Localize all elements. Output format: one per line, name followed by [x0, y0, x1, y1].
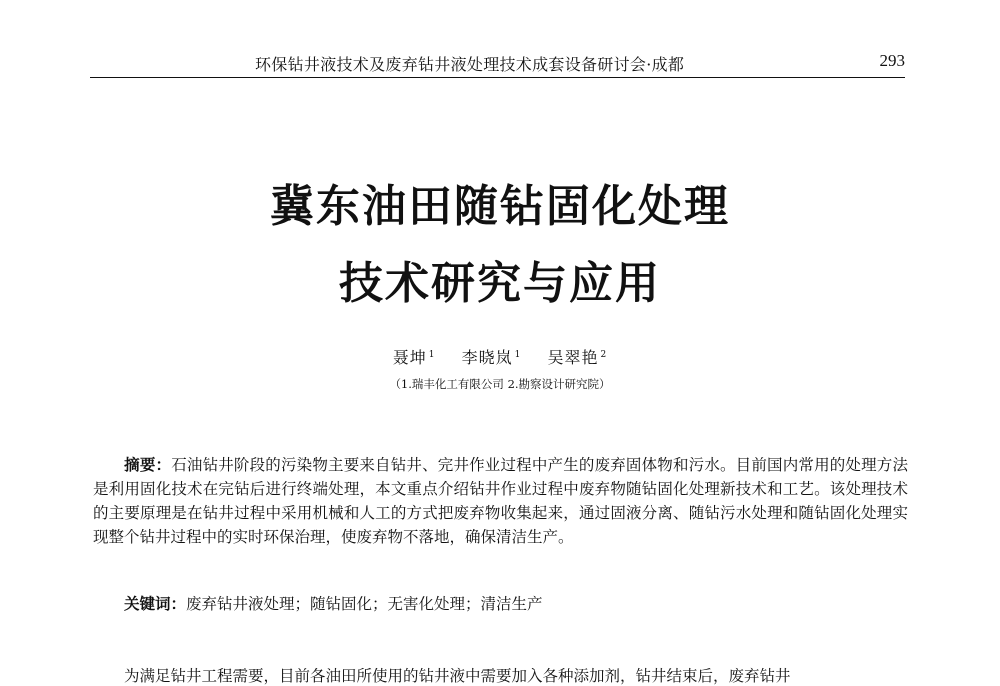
- article-title-line-2: 技术研究与应用: [339, 258, 661, 309]
- running-title: 环保钻井液技术及废弃钻井液处理技术成套设备研讨会·成都: [255, 55, 685, 74]
- affiliation: （1.瑞丰化工有限公司 2.勘察设计研究院）: [389, 377, 611, 391]
- abstract: [93, 453, 908, 549]
- keywords-text: 废弃钻井液处理；随钻固化；无害化处理；清洁生产: [186, 595, 543, 613]
- affiliation-mark: 1: [514, 349, 522, 360]
- abstract-text: 石油钻井阶段的污染物主要来自钻井、完井作业过程中产生的废弃固体物和污水。目前国内常用的处理方法是利用固化技术在完钻后进行终端处理，本文重点介绍钻井作业过程中废弃物随钻固化处理新技术和工艺。该处理技术的主要原理是在钻井过程中采用机械和人工的方式把废弃物收集起来，通过固液分离、随钻污水处理和随钻固化处理实现整个钻井过程中的实时环保治理，使废弃物不落地，确保清洁生产。: [93, 456, 908, 546]
- page-number: 293: [879, 51, 905, 70]
- abstract-label: 摘要：: [124, 455, 172, 474]
- author-name: 吴翠艳: [547, 348, 599, 367]
- running-header: [90, 48, 905, 78]
- author-name: 聂坤: [392, 348, 427, 367]
- affiliation-mark: 1: [428, 349, 436, 360]
- author-name: 李晓岚: [461, 348, 513, 367]
- author: [393, 348, 436, 367]
- keywords-label: 关键词：: [124, 594, 187, 613]
- author: [547, 348, 607, 367]
- article-title-line-1: 冀东油田随钻固化处理: [270, 181, 730, 232]
- header-rule: [90, 77, 905, 78]
- author: [462, 348, 522, 367]
- keywords: [124, 592, 543, 614]
- author-list: [0, 345, 1000, 368]
- body-paragraph-start: 为满足钻井工程需要，目前各油田所使用的钻井液中需要加入各种添加剂，钻井结束后，废弃钻井: [124, 667, 791, 685]
- affiliation-mark: 2: [600, 349, 608, 360]
